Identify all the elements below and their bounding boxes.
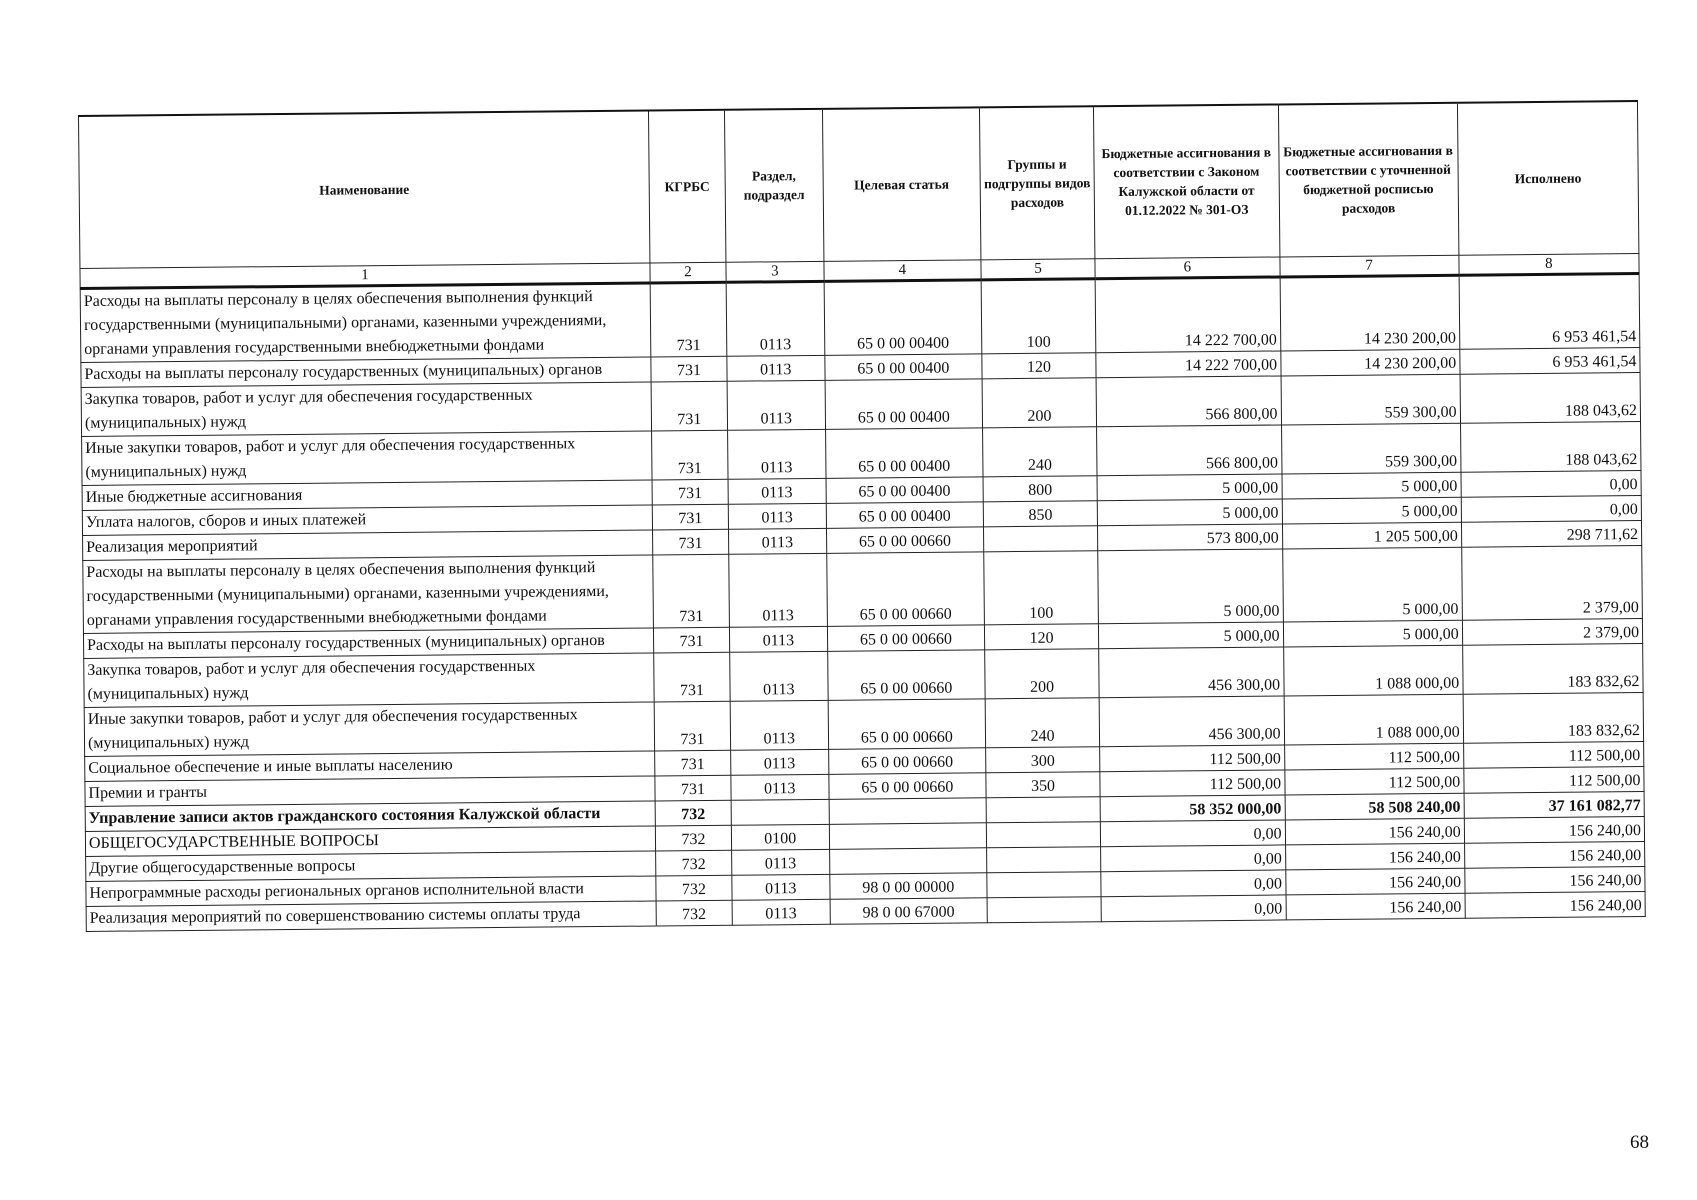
cell-refined-amount: 5 000,00 [1282, 497, 1461, 524]
cell-name: Непрограммные расходы региональных органов исполнительной власти [86, 875, 656, 905]
cell-executed-amount: 112 500,00 [1464, 766, 1645, 793]
cell-executed-amount: 183 832,62 [1463, 692, 1644, 743]
cell-law-amount: 456 300,00 [1099, 695, 1284, 746]
cell-name: Расходы на выплаты персоналу государственных (муниципальных) органов [83, 628, 653, 658]
budget-table [78, 100, 1646, 931]
cell-group: 800 [983, 475, 1097, 501]
cell-section: 0113 [727, 380, 825, 430]
cell-group [987, 871, 1101, 897]
cell-law-amount: 566 800,00 [1097, 424, 1282, 475]
cell-name: Реализация мероприятий по совершенствованию системы оплаты труда [86, 900, 656, 930]
cell-name: Расходы на выплаты персоналу в целях обеспечения выполнения функций государственными (муниципальными) органами, казенными учреждениями, органами управления государственными внебюджетными фондами [83, 555, 654, 633]
cell-group: 350 [986, 771, 1100, 797]
cell-name: Управление записи актов гражданского состояния Калужской области [85, 800, 655, 830]
cell-section: 0113 [728, 528, 826, 554]
cell-refined-amount: 5 000,00 [1282, 472, 1461, 499]
cell-law-amount: 0,00 [1100, 819, 1285, 846]
cell-refined-amount: 112 500,00 [1284, 768, 1463, 795]
cell-target: 65 0 00 00660 [827, 649, 985, 700]
cell-law-amount: 456 300,00 [1099, 646, 1284, 697]
cell-section: 0113 [727, 355, 825, 381]
cell-executed-amount: 37 161 082,77 [1464, 791, 1645, 818]
col-number: 8 [1459, 253, 1639, 275]
cell-law-amount: 0,00 [1101, 894, 1286, 921]
cell-kgrbs: 731 [652, 504, 728, 530]
header-target: Целевая статья [822, 107, 981, 261]
cell-target: 65 0 00 00660 [828, 698, 986, 749]
cell-kgrbs: 731 [651, 356, 727, 382]
table-body [80, 273, 1645, 931]
cell-target: 65 0 00 00660 [826, 551, 984, 626]
cell-executed-amount: 0,00 [1461, 470, 1642, 497]
header-section: Раздел, подраздел [724, 109, 823, 262]
cell-section: 0113 [728, 478, 826, 504]
cell-group [987, 896, 1101, 922]
cell-kgrbs: 731 [652, 529, 728, 555]
cell-target: 65 0 00 00660 [828, 772, 986, 799]
col-number: 3 [726, 261, 824, 282]
page-number: 68 [1630, 1132, 1649, 1153]
cell-name: Расходы на выплаты персоналу в целях обеспечения выполнения функций государственными (муниципальными) органами, казенными учреждениями, органами управления государственными внебюджетными фондами [80, 283, 651, 362]
cell-group [984, 525, 1098, 551]
cell-refined-amount: 5 000,00 [1283, 620, 1462, 647]
cell-name: Премии и гранты [85, 775, 655, 805]
cell-kgrbs: 732 [656, 900, 732, 926]
cell-kgrbs: 732 [656, 875, 732, 901]
header-refined: Бюджетные ассигнования в соответствии с уточненной бюджетной росписью расходов [1278, 103, 1459, 257]
cell-name: ОБЩЕГОСУДАРСТВЕННЫЕ ВОПРОСЫ [85, 825, 655, 855]
cell-name: Расходы на выплаты персоналу государственных (муниципальных) органов [81, 357, 651, 387]
cell-executed-amount: 188 043,62 [1460, 372, 1641, 423]
cell-section: 0113 [732, 874, 830, 900]
cell-target: 65 0 00 00400 [826, 501, 984, 528]
cell-name: Социальное обеспечение и иные выплаты населению [85, 750, 655, 780]
cell-refined-amount: 156 240,00 [1286, 893, 1465, 920]
cell-target [829, 822, 987, 849]
col-number: 1 [80, 263, 650, 288]
cell-refined-amount: 156 240,00 [1285, 843, 1464, 870]
cell-refined-amount: 156 240,00 [1285, 818, 1464, 845]
cell-executed-amount: 2 379,00 [1461, 545, 1642, 620]
header-name: Наименование [79, 111, 650, 268]
col-number: 4 [824, 259, 982, 281]
cell-target: 65 0 00 00660 [826, 526, 984, 553]
cell-target: 65 0 00 00660 [828, 747, 986, 774]
col-number: 5 [981, 258, 1095, 279]
cell-executed-amount: 183 832,62 [1462, 643, 1643, 694]
cell-kgrbs: 732 [656, 850, 732, 876]
cell-kgrbs: 731 [652, 479, 728, 505]
col-number: 6 [1095, 256, 1280, 278]
cell-refined-amount: 14 230 200,00 [1280, 275, 1460, 351]
cell-kgrbs: 731 [653, 627, 729, 653]
cell-refined-amount: 1 205 500,00 [1282, 522, 1461, 549]
cell-target: 65 0 00 00400 [825, 427, 983, 478]
cell-target: 98 0 00 67000 [830, 897, 988, 924]
cell-section: 0113 [731, 749, 829, 775]
cell-refined-amount: 1 088 000,00 [1284, 694, 1464, 745]
cell-target: 65 0 00 00660 [827, 624, 985, 651]
cell-refined-amount: 112 500,00 [1284, 743, 1463, 770]
table-row [80, 273, 1640, 362]
header-executed: Исполнено [1457, 101, 1639, 255]
cell-group [986, 796, 1100, 822]
cell-law-amount: 112 500,00 [1100, 769, 1285, 796]
cell-kgrbs: 731 [650, 282, 727, 357]
cell-refined-amount: 156 240,00 [1285, 868, 1464, 895]
cell-section: 0113 [732, 899, 830, 925]
cell-kgrbs: 731 [652, 430, 728, 480]
cell-section: 0113 [730, 700, 828, 750]
cell-law-amount: 5 000,00 [1097, 498, 1282, 525]
header-kgrbs: КГРБС [648, 110, 725, 263]
cell-kgrbs: 731 [653, 554, 730, 628]
cell-section: 0113 [727, 429, 825, 479]
cell-executed-amount: 156 240,00 [1464, 841, 1645, 868]
document-sheet [78, 100, 1646, 931]
cell-law-amount: 58 352 000,00 [1100, 794, 1285, 821]
cell-section: 0113 [729, 553, 827, 627]
cell-group: 240 [983, 426, 1097, 476]
cell-group [987, 846, 1101, 872]
cell-group: 200 [982, 377, 1096, 427]
cell-name: Другие общегосударственные вопросы [86, 850, 656, 880]
cell-kgrbs: 731 [651, 381, 727, 431]
cell-name: Иные закупки товаров, работ и услуг для обеспечения государственных (муниципальных) нужд [84, 701, 654, 755]
cell-executed-amount: 6 953 461,54 [1459, 273, 1640, 349]
cell-law-amount: 14 222 700,00 [1096, 350, 1281, 377]
cell-group: 240 [985, 697, 1099, 747]
cell-kgrbs: 732 [655, 800, 731, 826]
cell-section: 0113 [728, 503, 826, 529]
cell-name: Уплата налогов, сборов и иных платежей [82, 505, 652, 535]
cell-section: 0113 [732, 849, 830, 875]
cell-executed-amount: 298 711,62 [1461, 520, 1642, 547]
cell-target: 65 0 00 00400 [824, 353, 982, 380]
cell-refined-amount: 5 000,00 [1282, 547, 1462, 622]
cell-law-amount: 0,00 [1101, 844, 1286, 871]
cell-section: 0113 [729, 626, 827, 652]
cell-executed-amount: 156 240,00 [1464, 866, 1645, 893]
header-groups: Группы и подгруппы видов расходов [980, 106, 1095, 259]
cell-executed-amount: 112 500,00 [1463, 741, 1644, 768]
cell-name: Реализация мероприятий [83, 530, 653, 560]
cell-refined-amount: 58 508 240,00 [1285, 793, 1464, 820]
cell-kgrbs: 731 [655, 775, 731, 801]
cell-group: 300 [986, 746, 1100, 772]
cell-group: 100 [981, 278, 1096, 353]
cell-section: 0113 [726, 281, 824, 356]
cell-executed-amount: 156 240,00 [1464, 816, 1645, 843]
cell-section: 0100 [731, 824, 829, 850]
cell-law-amount: 573 800,00 [1098, 523, 1283, 550]
cell-executed-amount: 188 043,62 [1460, 421, 1641, 472]
cell-law-amount: 0,00 [1101, 869, 1286, 896]
cell-section [731, 799, 829, 825]
cell-kgrbs: 731 [654, 652, 730, 702]
cell-section: 0113 [730, 651, 828, 701]
col-number: 7 [1279, 255, 1458, 277]
cell-target: 65 0 00 00400 [825, 378, 983, 429]
cell-group: 120 [984, 623, 1098, 649]
cell-kgrbs: 731 [654, 701, 730, 751]
col-number: 2 [650, 262, 726, 283]
cell-target [829, 797, 987, 824]
cell-kgrbs: 731 [655, 750, 731, 776]
cell-law-amount: 5 000,00 [1097, 473, 1282, 500]
cell-refined-amount: 14 230 200,00 [1280, 349, 1459, 376]
cell-target: 65 0 00 00400 [824, 279, 982, 355]
cell-refined-amount: 559 300,00 [1281, 374, 1461, 425]
cell-name: Иные бюджетные ассигнования [82, 480, 652, 510]
cell-law-amount: 5 000,00 [1098, 548, 1283, 623]
header-row [79, 101, 1639, 268]
cell-group: 100 [984, 550, 1099, 624]
cell-refined-amount: 1 088 000,00 [1283, 645, 1463, 696]
cell-group: 200 [985, 648, 1099, 698]
cell-group: 850 [983, 500, 1097, 526]
cell-target: 98 0 00 00000 [829, 872, 987, 899]
cell-executed-amount: 2 379,00 [1462, 618, 1643, 645]
cell-law-amount: 14 222 700,00 [1095, 276, 1280, 352]
cell-law-amount: 566 800,00 [1096, 375, 1281, 426]
cell-name: Иные закупки товаров, работ и услуг для обеспечения государственных (муниципальных) нужд [82, 431, 652, 485]
cell-target [829, 847, 987, 874]
cell-group [986, 821, 1100, 847]
cell-kgrbs: 732 [655, 825, 731, 851]
header-law: Бюджетные ассигнования в соответствии с Законом Калужской области от 01.12.2022 № 301-ОЗ [1093, 104, 1279, 258]
cell-name: Закупка товаров, работ и услуг для обеспечения государственных (муниципальных) нужд [81, 382, 651, 436]
cell-name: Закупка товаров, работ и услуг для обеспечения государственных (муниципальных) нужд [84, 652, 654, 706]
cell-section: 0113 [731, 774, 829, 800]
cell-law-amount: 5 000,00 [1098, 621, 1283, 648]
cell-group: 120 [982, 352, 1096, 378]
cell-law-amount: 112 500,00 [1100, 744, 1285, 771]
cell-executed-amount: 156 240,00 [1465, 891, 1646, 918]
cell-target: 65 0 00 00400 [826, 476, 984, 503]
cell-executed-amount: 6 953 461,54 [1460, 347, 1641, 374]
cell-executed-amount: 0,00 [1461, 495, 1642, 522]
cell-refined-amount: 559 300,00 [1281, 423, 1461, 474]
